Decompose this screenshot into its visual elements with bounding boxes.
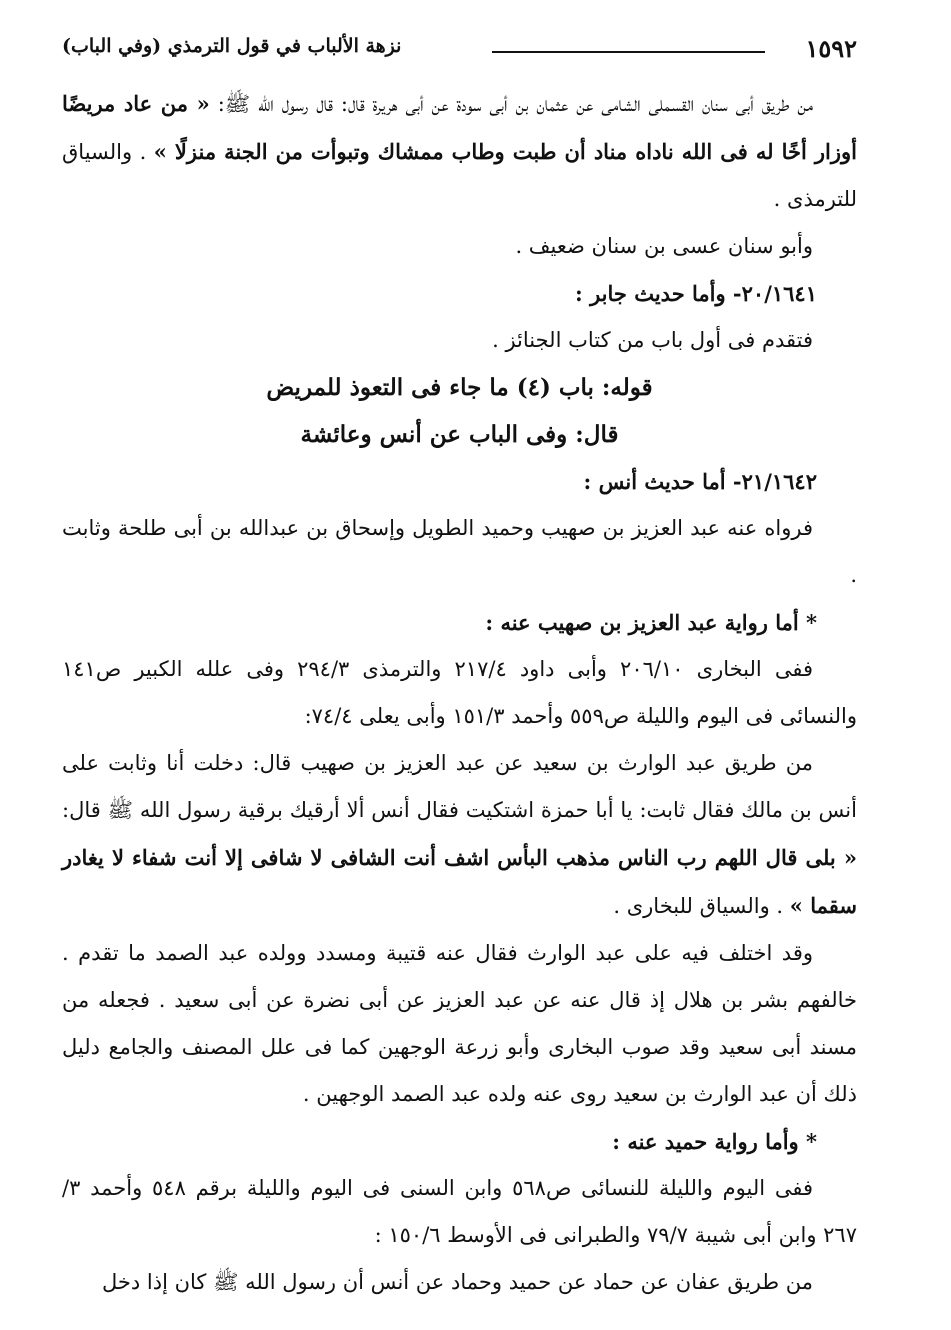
hadith-quote: « من عاد مريضًا أوزار أخًا له فى الله ناداه مناد أن طبت وطاب ممشاك وتبوأت من الجنة منزلًا » <box>62 91 857 164</box>
paragraph: وقد اختلف فيه على عبد الوارث فقال عنه قتيبة ومسدد وولده عبد الصمد ما تقدم . خالفهم بشر بن هلال إذ قال عنه عن عبد العزيز عن أبى نضرة عن أبى سعيد . فجعله من مسند أبى سعيد وقد صوب البخارى وأبو زرعة الوجهين كما فى علل المصنف والجامع دليل ذلك أن عبد الوارث بن سعيد روى عنه ولده عبد الصمد الوجهين . <box>62 941 857 1106</box>
paragraph: من طريق عفان عن حماد عن حميد وحماد عن أنس أن رسول الله ﷺ كان إذا دخل <box>101 1270 813 1294</box>
page-header <box>62 30 857 70</box>
header-rule <box>492 51 765 53</box>
page-body <box>62 80 857 1306</box>
running-title: نزهة الألباب في قول الترمذي (وفي الباب) <box>62 35 402 57</box>
paragraph-text: من طريق أبى سنان القسملى الشامى عن عثمان بن أبى سودة عن أبى هريرة قال: قال رسول الله ﷺ: <box>217 92 813 116</box>
chapter-title: قوله: باب (٤) ما جاء فى التعوذ للمريض <box>266 374 653 401</box>
paragraph: فتقدم فى أول باب من كتاب الجنائز . <box>492 328 813 352</box>
section-heading-jabir: ٢٠/١٦٤١- وأما حديث جابر : <box>575 281 817 306</box>
section-heading-anas: ٢١/١٦٤٢- أما حديث أنس : <box>583 469 817 494</box>
paragraph: فرواه عنه عبد العزيز بن صهيب وحميد الطويل وإسحاق بن عبدالله بن أبى طلحة وثابت . <box>62 516 857 587</box>
page-number: ١٥٩٢ <box>805 34 857 63</box>
chapter-subtitle: قال: وفى الباب عن أنس وعائشة <box>300 421 619 448</box>
paragraph <box>62 80 857 223</box>
hadith-quote: « بلى قال اللهم رب الناس مذهب البأس اشف أنت الشافى لا شافى إلا أنت شفاء لا يغادر سقما » <box>62 845 857 918</box>
paragraph-text: . والسياق للترمذى . <box>62 140 857 211</box>
paragraph <box>62 740 857 930</box>
paragraph: ففى البخارى ٢٠٦/١٠ وأبى داود ٢١٧/٤ والترمذى ٢٩٤/٣ وفى علله الكبير ص١٤١ والنسائى فى اليوم والليلة ص٥٥٩ وأحمد ١٥١/٣ وأبى يعلى ٧٤/٤: <box>62 657 857 728</box>
subsection-heading: * وأما رواية حميد عنه : <box>612 1129 817 1154</box>
paragraph: ففى اليوم والليلة للنسائى ص٥٦٨ وابن السنى فى اليوم والليلة برقم ٥٤٨ وأحمد ٣/ ٢٦٧ وابن أبى شيبة ٧٩/٧ والطبرانى فى الأوسط ١٥٠/٦ : <box>62 1176 857 1247</box>
subsection-heading: * أما رواية عبد العزيز بن صهيب عنه : <box>485 610 817 635</box>
paragraph: وأبو سنان عسى بن سنان ضعيف . <box>515 234 813 258</box>
paragraph-text: من طريق عبد الوارث بن سعيد عن عبد العزيز بن صهيب قال: دخلت أنا وثابت على أنس بن مالك فقال ثابت: يا أبا حمزة اشتكيت فقال أنس ألا أرقيك برقية رسول الله ﷺ قال: <box>62 751 857 822</box>
paragraph-text: . والسياق للبخارى . <box>613 894 784 918</box>
book-page <box>62 30 857 1320</box>
